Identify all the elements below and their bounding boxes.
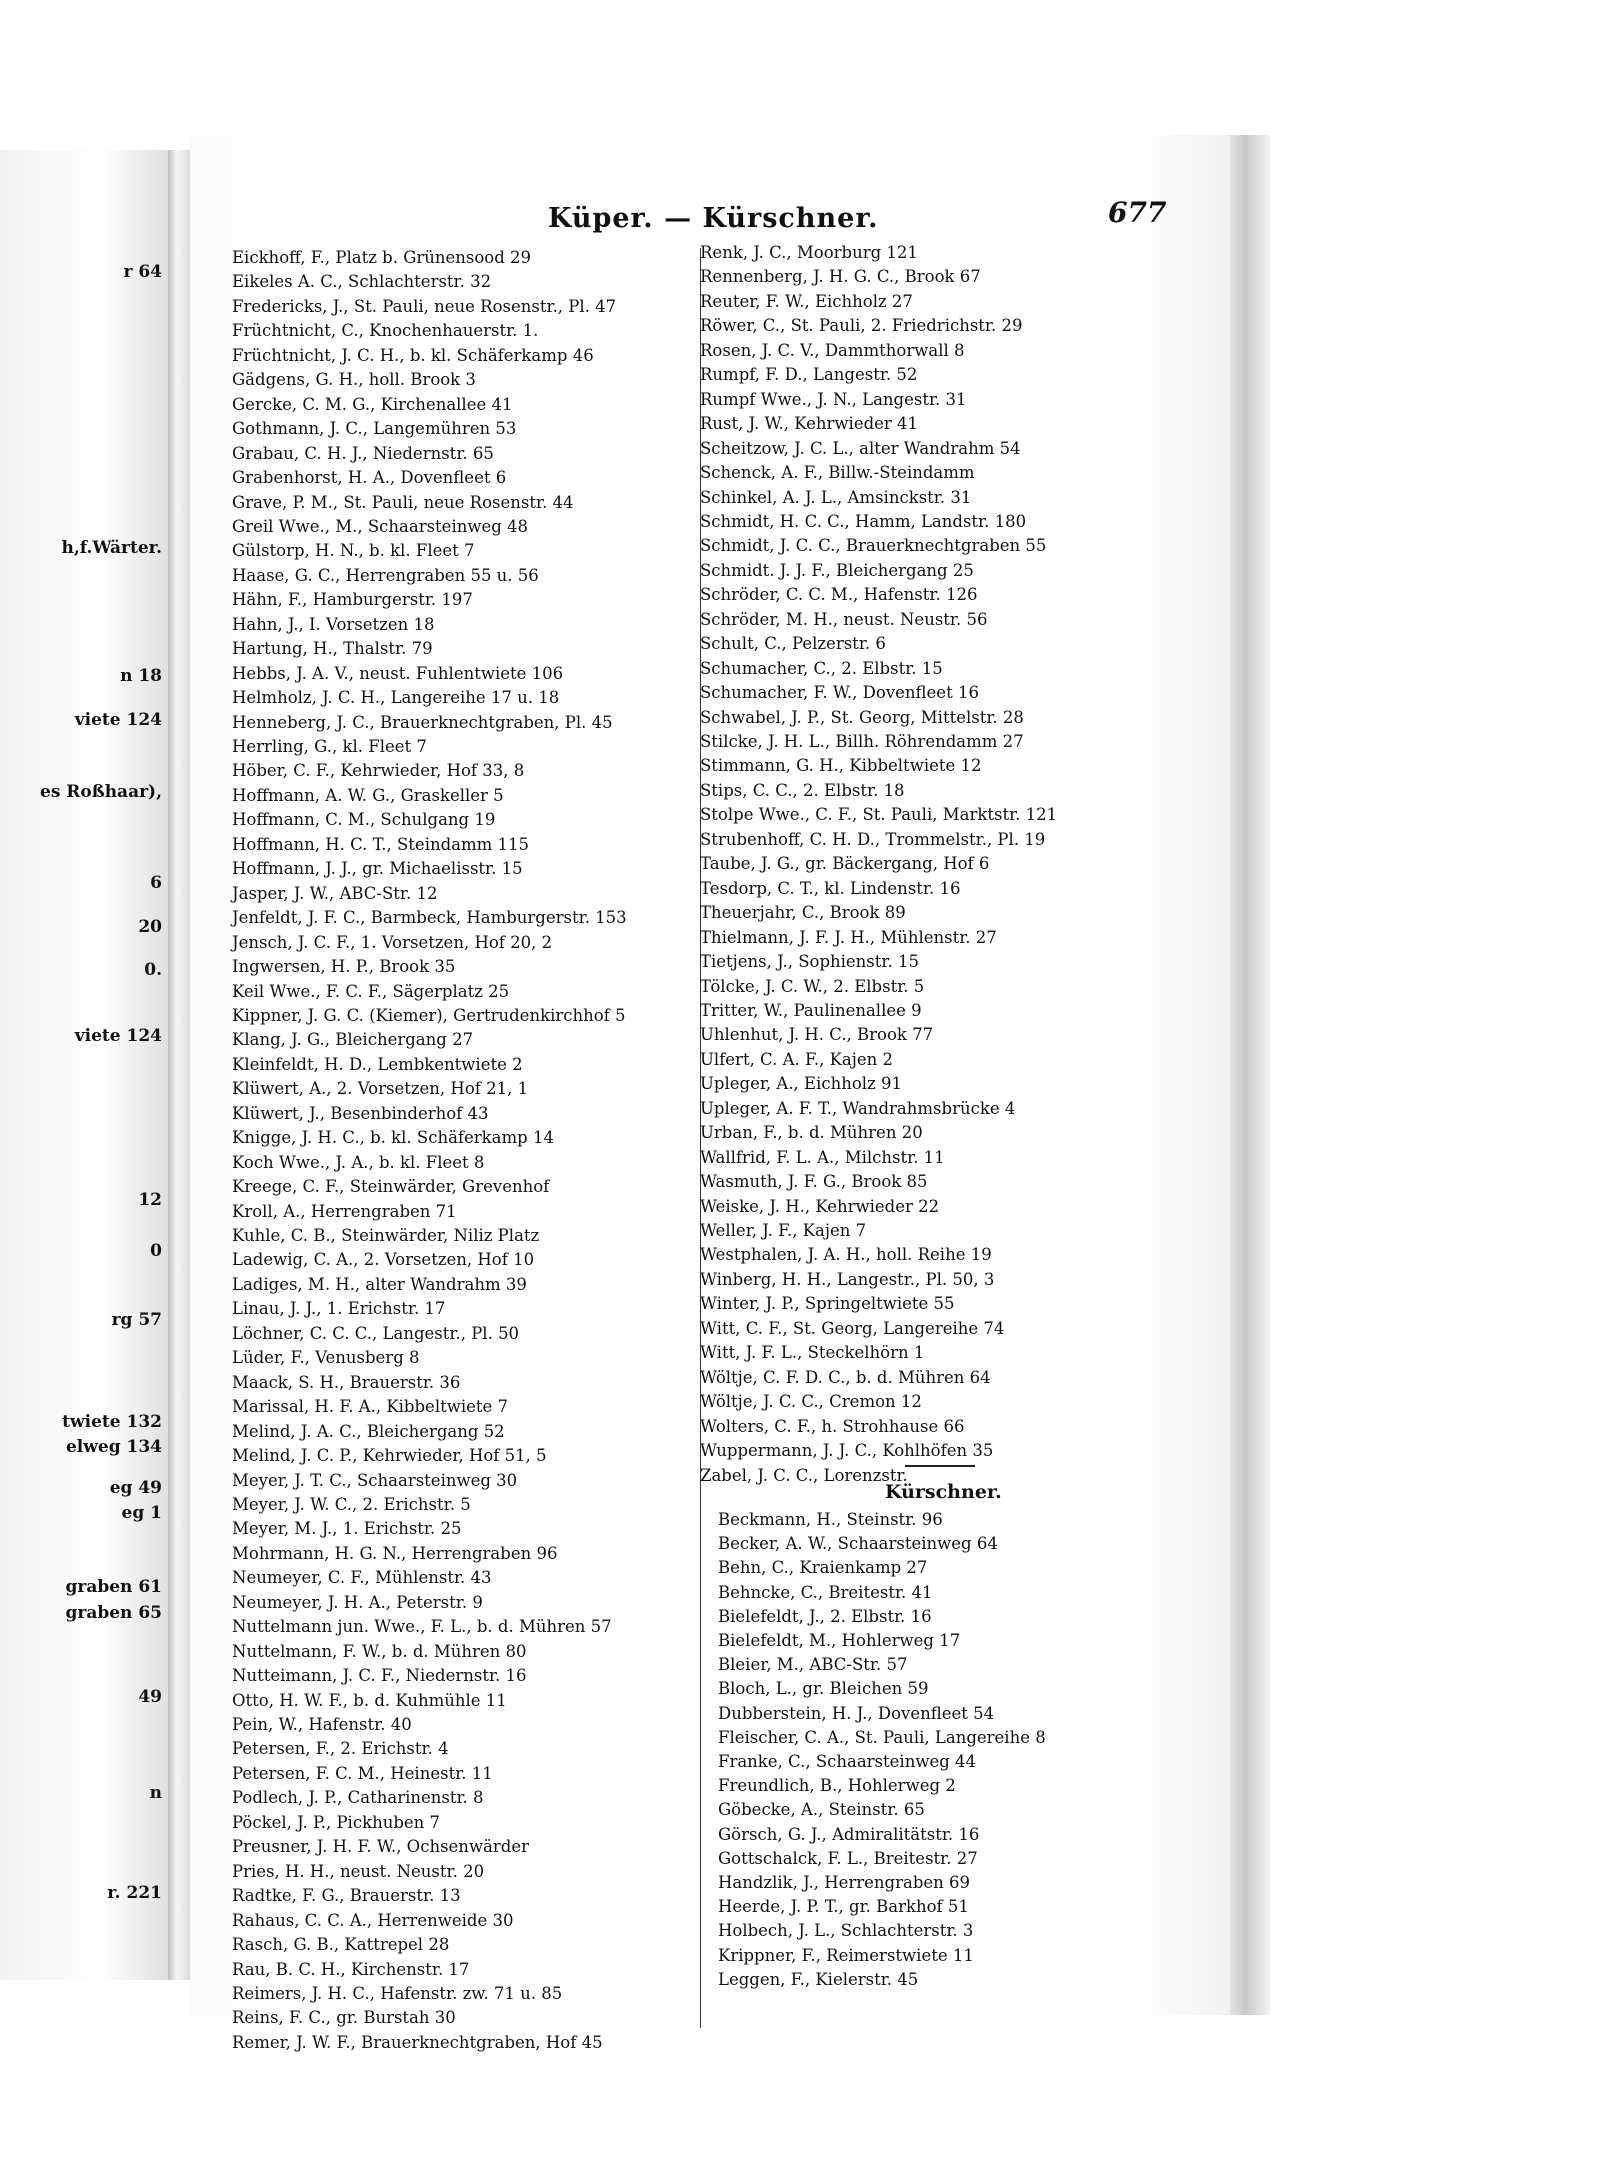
directory-entry: Schwabel, J. P., St. Georg, Mittelstr. 28 <box>700 707 1024 727</box>
directory-entry: Pein, W., Hafenstr. 40 <box>232 1715 412 1734</box>
directory-entry: Knigge, J. H. C., b. kl. Schäferkamp 14 <box>232 1128 554 1148</box>
previous-page-fragment: eg 1 <box>121 1503 162 1523</box>
directory-entry: Hahn, J., I. Vorsetzen 18 <box>232 614 435 634</box>
directory-entry: Kroll, A., Herrengraben 71 <box>232 1201 457 1221</box>
directory-entry: Haase, G. C., Herrengraben 55 u. 56 <box>232 565 539 585</box>
directory-entry: Weiske, J. H., Kehrwieder 22 <box>700 1196 940 1216</box>
directory-entry: Hebbs, J. A. V., neust. Fuhlentwiete 106 <box>232 663 564 683</box>
directory-entry: Scheitzow, J. C. L., alter Wandrahm 54 <box>700 438 1021 458</box>
previous-page-fragment: viete 124 <box>74 710 162 730</box>
directory-entry: Grabau, C. H. J., Niedernstr. 65 <box>232 443 494 463</box>
directory-entry: Schmidt, H. C. C., Hamm, Landstr. 180 <box>700 511 1027 531</box>
directory-entry: Rumpf Wwe., J. N., Langestr. 31 <box>700 389 967 409</box>
directory-entry: Grabenhorst, H. A., Dovenfleet 6 <box>232 468 507 488</box>
directory-entry: Eikeles A. C., Schlachterstr. 32 <box>232 272 492 292</box>
directory-entry: Kippner, J. G. C. (Kiemer), Gertrudenkirchhof 5 <box>232 1005 626 1025</box>
kuerschner-entry: Freundlich, B., Hohlerweg 2 <box>718 1776 956 1796</box>
previous-page-fragment: 0. <box>144 960 162 980</box>
directory-entry: Schult, C., Pelzerstr. 6 <box>700 634 886 654</box>
directory-entry: Hoffmann, J. J., gr. Michaelisstr. 15 <box>232 859 523 879</box>
directory-entry: Wöltje, C. F. D. C., b. d. Mühren 64 <box>700 1367 991 1387</box>
directory-entry: Rennenberg, J. H. G. C., Brook 67 <box>700 267 981 287</box>
directory-entry: Remer, J. W. F., Brauerknechtgraben, Hof 45 <box>232 2032 603 2052</box>
directory-entry: Schmidt, J. C. C., Brauerknechtgraben 55 <box>700 536 1047 556</box>
directory-entry: Urban, F., b. d. Mühren 20 <box>700 1123 923 1143</box>
directory-entry: Wöltje, J. C. C., Cremon 12 <box>700 1392 922 1412</box>
directory-entry: Gercke, C. M. G., Kirchenallee 41 <box>232 394 513 414</box>
directory-entry: Tölcke, J. C. W., 2. Elbstr. 5 <box>700 976 925 996</box>
previous-page-fragment: 49 <box>138 1687 162 1707</box>
previous-page-fragment: n <box>149 1783 162 1803</box>
kuerschner-entry: Beckmann, H., Steinstr. 96 <box>718 1510 943 1529</box>
directory-entry: Jenfeldt, J. F. C., Barmbeck, Hamburgerstr. 153 <box>232 908 627 928</box>
directory-entry: Nutteimann, J. C. F., Niedernstr. 16 <box>232 1666 527 1686</box>
page-edge <box>1230 135 1270 2015</box>
directory-entry: Wolters, C. F., h. Strohhause 66 <box>700 1416 965 1436</box>
directory-entry: Wuppermann, J. J. C., Kohlhöfen 35 <box>700 1441 994 1461</box>
kuerschner-entry: Holbech, J. L., Schlachterstr. 3 <box>718 1921 974 1941</box>
kuerschner-entry: Görsch, G. J., Admiralitätstr. 16 <box>718 1824 980 1844</box>
directory-entry: Klang, J. G., Bleichergang 27 <box>232 1030 474 1050</box>
directory-entry: Meyer, J. W. C., 2. Erichstr. 5 <box>232 1494 471 1514</box>
directory-entry: Winter, J. P., Springeltwiete 55 <box>700 1294 955 1314</box>
directory-entry: Schinkel, A. J. L., Amsinckstr. 31 <box>700 487 972 507</box>
directory-entry: Reins, F. C., gr. Burstah 30 <box>232 2008 456 2028</box>
directory-entry: Marissal, H. F. A., Kibbeltwiete 7 <box>232 1397 509 1417</box>
directory-entry: Gothmann, J. C., Langemühren 53 <box>232 419 517 439</box>
kuerschner-entry: Heerde, J. P. T., gr. Barkhof 51 <box>718 1897 969 1917</box>
directory-entry: Zabel, J. C. C., Lorenzstr. <box>700 1465 908 1485</box>
directory-entry: Hartung, H., Thalstr. 79 <box>232 639 433 659</box>
directory-entry: Gädgens, G. H., holl. Brook 3 <box>232 370 476 390</box>
directory-entry: Meyer, J. T. C., Schaarsteinweg 30 <box>232 1470 518 1490</box>
kuerschner-entry: Gottschalck, F. L., Breitestr. 27 <box>718 1848 978 1868</box>
previous-page-fragment: twiete 132 <box>62 1412 162 1432</box>
previous-page-fragment: eg 49 <box>109 1478 162 1498</box>
previous-page-fragment: graben 61 <box>65 1577 162 1597</box>
directory-entry: Gülstorp, H. N., b. kl. Fleet 7 <box>232 541 475 561</box>
directory-entry: Maack, S. H., Brauerstr. 36 <box>232 1372 461 1392</box>
directory-entry: Mohrmann, H. G. N., Herrengraben 96 <box>232 1543 558 1563</box>
directory-entry: Hoffmann, A. W. G., Graskeller 5 <box>232 785 504 805</box>
page-header: Küper. — Kürschner. <box>548 203 879 234</box>
kuerschner-entry: Becker, A. W., Schaarsteinweg 64 <box>718 1534 998 1554</box>
kuerschner-entry: Dubberstein, H. J., Dovenfleet 54 <box>718 1703 995 1723</box>
directory-entry: Hähn, F., Hamburgerstr. 197 <box>232 590 473 610</box>
directory-entry: Nuttelmann jun. Wwe., F. L., b. d. Mühren 57 <box>232 1617 612 1637</box>
previous-page-fragment: elweg 134 <box>65 1437 162 1457</box>
directory-entry: Wasmuth, J. F. G., Brook 85 <box>700 1172 928 1192</box>
directory-entry: Schumacher, F. W., Dovenfleet 16 <box>700 683 979 703</box>
directory-entry: Winberg, H. H., Langestr., Pl. 50, 3 <box>700 1269 995 1289</box>
kuerschner-entry: Fleischer, C. A., St. Pauli, Langereihe 8 <box>718 1727 1046 1747</box>
directory-entry: Uhlenhut, J. H. C., Brook 77 <box>700 1025 934 1045</box>
directory-entry: Weller, J. F., Kajen 7 <box>700 1221 867 1240</box>
kuerschner-entry: Behn, C., Kraienkamp 27 <box>718 1558 928 1578</box>
directory-entry: Rust, J. W., Kehrwieder 41 <box>700 414 919 434</box>
directory-entry: Petersen, F., 2. Erichstr. 4 <box>232 1739 449 1759</box>
directory-entry: Höber, C. F., Kehrwieder, Hof 33, 8 <box>232 761 525 781</box>
directory-entry: Stimmann, G. H., Kibbeltwiete 12 <box>700 756 982 776</box>
directory-entry: Greil Wwe., M., Schaarsteinweg 48 <box>232 516 529 536</box>
directory-entry: Upleger, A., Eichholz 91 <box>700 1074 903 1094</box>
directory-entry: Witt, J. F. L., Steckelhörn 1 <box>700 1343 925 1363</box>
directory-entry: Rau, B. C. H., Kirchenstr. 17 <box>232 1959 470 1979</box>
directory-entry: Linau, J. J., 1. Erichstr. 17 <box>232 1299 446 1319</box>
kuerschner-entry: Bloch, L., gr. Bleichen 59 <box>718 1679 929 1699</box>
directory-entry: Lüder, F., Venusberg 8 <box>232 1348 420 1368</box>
directory-entry: Tietjens, J., Sophienstr. 15 <box>700 952 919 972</box>
directory-entry: Neumeyer, J. H. A., Peterstr. 9 <box>232 1592 483 1612</box>
directory-entry: Upleger, A. F. T., Wandrahmsbrücke 4 <box>700 1098 1016 1118</box>
directory-entry: Rosen, J. C. V., Dammthorwall 8 <box>700 340 965 360</box>
kuerschner-entry: Bielefeldt, J., 2. Elbstr. 16 <box>718 1606 932 1626</box>
directory-entry: Theuerjahr, C., Brook 89 <box>700 903 906 923</box>
directory-entry: Schröder, M. H., neust. Neustr. 56 <box>700 609 988 629</box>
directory-entry: Wallfrid, F. L. A., Milchstr. 11 <box>700 1147 945 1167</box>
directory-entry: Helmholz, J. C. H., Langereihe 17 u. 18 <box>232 688 560 708</box>
directory-entry: Klüwert, A., 2. Vorsetzen, Hof 21, 1 <box>232 1079 529 1099</box>
kuerschner-entry: Franke, C., Schaarsteinweg 44 <box>718 1752 977 1771</box>
directory-entry: Thielmann, J. F. J. H., Mühlenstr. 27 <box>700 927 997 947</box>
directory-entry: Herrling, G., kl. Fleet 7 <box>232 737 427 756</box>
section-rule <box>905 1465 975 1467</box>
previous-page-fragment: 12 <box>138 1190 162 1210</box>
directory-entry: Jensch, J. C. F., 1. Vorsetzen, Hof 20, 2 <box>232 932 553 952</box>
directory-entry: Rasch, G. B., Kattrepel 28 <box>232 1935 450 1955</box>
directory-entry: Ulfert, C. A. F., Kajen 2 <box>700 1049 894 1069</box>
previous-page-fragment: 6 <box>150 873 162 893</box>
previous-page-fragment: es Roßhaar), <box>40 782 162 802</box>
previous-page-fragment: h,f.Wärter. <box>61 538 162 558</box>
section-heading-kuerschner: Kürschner. <box>885 1481 1002 1503</box>
directory-entry: Reuter, F. W., Eichholz 27 <box>700 291 913 311</box>
directory-entry: Löchner, C. C. C., Langestr., Pl. 50 <box>232 1323 520 1343</box>
directory-entry: Fredericks, J., St. Pauli, neue Rosenstr., Pl. 47 <box>232 296 617 316</box>
directory-entry: Nuttelmann, F. W., b. d. Mühren 80 <box>232 1641 527 1661</box>
book-gutter <box>168 150 190 1980</box>
kuerschner-entry: Handzlik, J., Herrengraben 69 <box>718 1873 971 1892</box>
previous-page-fragment: rg 57 <box>111 1310 162 1330</box>
directory-entry: Klüwert, J., Besenbinderhof 43 <box>232 1103 489 1123</box>
kuerschner-entry: Behncke, C., Breitestr. 41 <box>718 1582 933 1602</box>
directory-entry: Radtke, F. G., Brauerstr. 13 <box>232 1886 461 1906</box>
directory-entry: Stips, C. C., 2. Elbstr. 18 <box>700 780 905 800</box>
directory-entry: Taube, J. G., gr. Bäckergang, Hof 6 <box>700 854 990 874</box>
directory-entry: Meyer, M. J., 1. Erichstr. 25 <box>232 1519 462 1539</box>
directory-entry: Petersen, F. C. M., Heinestr. 11 <box>232 1763 493 1783</box>
directory-entry: Eickhoff, F., Platz b. Grünensood 29 <box>232 248 532 267</box>
directory-entry: Strubenhoff, C. H. D., Trommelstr., Pl. 19 <box>700 829 1046 849</box>
directory-entry: Ingwersen, H. P., Brook 35 <box>232 957 456 977</box>
kuerschner-entry: Leggen, F., Kielerstr. 45 <box>718 1969 919 1989</box>
previous-page-fragment: r 64 <box>123 262 162 282</box>
directory-entry: Melind, J. A. C., Bleichergang 52 <box>232 1421 505 1441</box>
directory-entry: Rahaus, C. C. A., Herrenweide 30 <box>232 1910 514 1930</box>
kuerschner-entry: Bielefeldt, M., Hohlerweg 17 <box>718 1631 961 1650</box>
directory-entry: Pries, H. H., neust. Neustr. 20 <box>232 1861 485 1881</box>
kuerschner-entry: Bleier, M., ABC-Str. 57 <box>718 1655 908 1675</box>
previous-page-fragment: graben 65 <box>65 1603 162 1623</box>
previous-page-strip <box>0 150 171 1980</box>
directory-entry: Tritter, W., Paulinenallee 9 <box>700 1000 922 1020</box>
directory-entry: Grave, P. M., St. Pauli, neue Rosenstr. 44 <box>232 492 574 512</box>
directory-entry: Kleinfeldt, H. D., Lembkentwiete 2 <box>232 1054 523 1074</box>
previous-page-fragment: n 18 <box>120 666 162 686</box>
kuerschner-entry: Krippner, F., Reimerstwiete 11 <box>718 1945 974 1965</box>
directory-entry: Früchtnicht, C., Knochenhauerstr. 1. <box>232 321 539 341</box>
previous-page-fragment: r. 221 <box>107 1883 162 1903</box>
directory-entry: Schumacher, C., 2. Elbstr. 15 <box>700 658 943 678</box>
directory-entry: Kreege, C. F., Steinwärder, Grevenhof <box>232 1177 550 1197</box>
directory-entry: Reimers, J. H. C., Hafenstr. zw. 71 u. 85 <box>232 1983 563 2003</box>
directory-entry: Otto, H. W. F., b. d. Kuhmühle 11 <box>232 1690 507 1710</box>
directory-entry: Keil Wwe., F. C. F., Sägerplatz 25 <box>232 981 510 1001</box>
directory-entry: Witt, C. F., St. Georg, Langereihe 74 <box>700 1318 1005 1338</box>
directory-entry: Melind, J. C. P., Kehrwieder, Hof 51, 5 <box>232 1446 547 1466</box>
directory-entry: Kuhle, C. B., Steinwärder, Niliz Platz <box>232 1226 540 1245</box>
directory-entry: Röwer, C., St. Pauli, 2. Friedrichstr. 29 <box>700 316 1023 336</box>
directory-entry: Westphalen, J. A. H., holl. Reihe 19 <box>700 1245 992 1265</box>
directory-entry: Hoffmann, H. C. T., Steindamm 115 <box>232 834 530 854</box>
directory-entry: Stilcke, J. H. L., Billh. Röhrendamm 27 <box>700 732 1024 751</box>
directory-entry: Preusner, J. H. F. W., Ochsenwärder <box>232 1837 529 1857</box>
previous-page-fragment: viete 124 <box>74 1026 162 1046</box>
previous-page-fragment: 20 <box>138 917 162 937</box>
directory-entry: Renk, J. C., Moorburg 121 <box>700 243 918 262</box>
directory-entry: Neumeyer, C. F., Mühlenstr. 43 <box>232 1568 492 1588</box>
directory-entry: Stolpe Wwe., C. F., St. Pauli, Marktstr. 121 <box>700 805 1058 825</box>
directory-entry: Podlech, J. P., Catharinenstr. 8 <box>232 1788 484 1808</box>
page-number: 677 <box>1108 196 1167 229</box>
directory-entry: Jasper, J. W., ABC-Str. 12 <box>232 883 438 903</box>
directory-entry: Schröder, C. C. M., Hafenstr. 126 <box>700 585 978 605</box>
directory-entry: Henneberg, J. C., Brauerknechtgraben, Pl. 45 <box>232 712 613 732</box>
directory-entry: Ladiges, M. H., alter Wandrahm 39 <box>232 1274 527 1294</box>
directory-entry: Ladewig, C. A., 2. Vorsetzen, Hof 10 <box>232 1250 535 1270</box>
directory-entry: Pöckel, J. P., Pickhuben 7 <box>232 1812 441 1832</box>
directory-entry: Hoffmann, C. M., Schulgang 19 <box>232 810 496 830</box>
directory-entry: Rumpf, F. D., Langestr. 52 <box>700 365 918 385</box>
directory-entry: Schenck, A. F., Billw.-Steindamm <box>700 463 975 483</box>
directory-entry: Tesdorp, C. T., kl. Lindenstr. 16 <box>700 878 961 898</box>
previous-page-fragment: 0 <box>150 1241 162 1261</box>
directory-entry: Früchtnicht, J. C. H., b. kl. Schäferkamp 46 <box>232 345 594 365</box>
directory-entry: Schmidt. J. J. F., Bleichergang 25 <box>700 560 974 580</box>
directory-entry: Koch Wwe., J. A., b. kl. Fleet 8 <box>232 1152 485 1172</box>
kuerschner-entry: Göbecke, A., Steinstr. 65 <box>718 1800 925 1820</box>
